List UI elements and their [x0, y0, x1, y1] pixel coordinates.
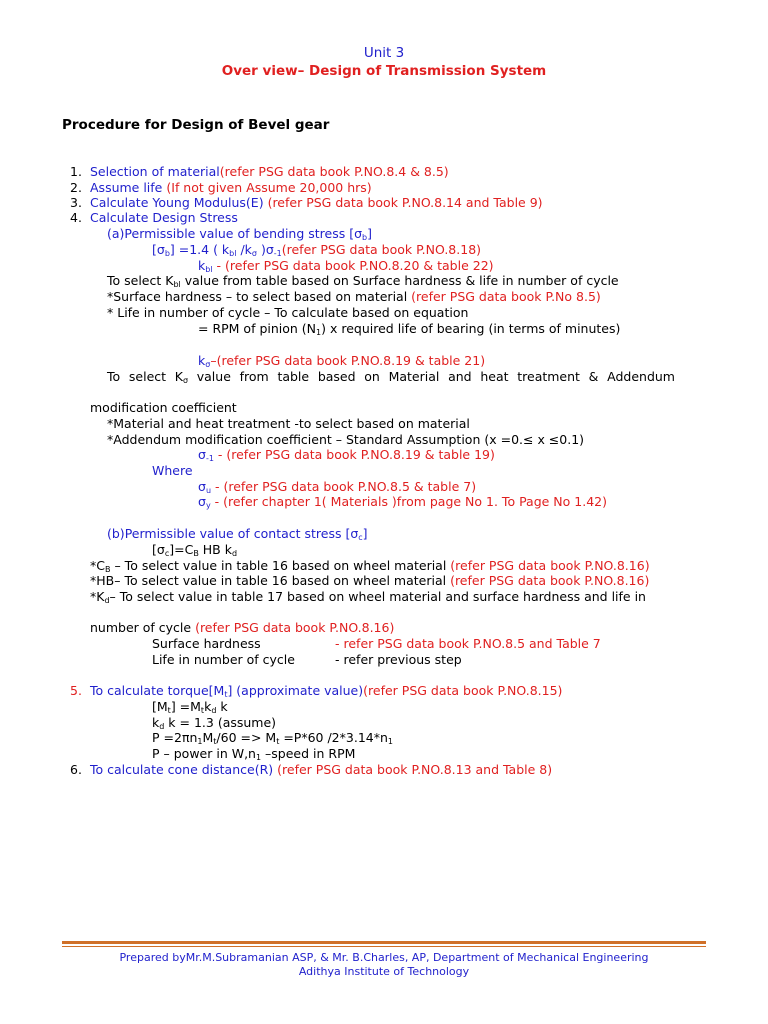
cycle-note: number of cycle (refer PSG data book P.NO.8.16) — [90, 620, 395, 635]
power-equation: $P =2\pi n_1M_t/60 => M_t =P*60$ $/2*3.14*n_1$ — [152, 730, 393, 746]
unit-title: Unit 3 — [363, 45, 405, 61]
step-6: 6. To calculate cone distance(R) (refer PSG data book P.NO.8.13 and Table 8) — [70, 762, 553, 777]
cb-note: $*C_B$ – To select value in table 16 based on wheel material (refer PSG data book P.NO.8.16) — [90, 558, 650, 574]
surface-hardness-note: *Surface hardness – to select based on material (refer PSG data book P.No 8.5) — [107, 289, 601, 304]
step-5: 5. To calculate $torque[M_t]$ (approximate value)(refer PSG data book P.NO.8.15) — [70, 683, 563, 699]
procedure-heading: Procedure for Design of Bevel gear — [62, 117, 330, 133]
sigma-y-ref: $\sigma_y$ - (refer chapter 1( Materials )from page No 1. To Page No 1.42) — [198, 494, 607, 510]
overview-title: Over view– Design of Transmission System — [221, 63, 547, 79]
life-cycle-label: Life in number of cycle — [152, 652, 295, 667]
step-3 — [70, 195, 543, 210]
step-3-text: Calculate Young Modulus(E) — [90, 195, 264, 210]
life-cycle-note: * Life in number of cycle – To calculate based on equation — [107, 305, 469, 320]
surface-hardness-ref: - refer PSG data book P.NO.8.5 and Table 7 — [335, 636, 601, 651]
sigma-minus-1-ref: $\sigma_{-1}$ - (refer PSG data book P.NO.8.19 & table 19) — [198, 447, 495, 463]
torque-equation: $[M_t] =M_tk_d$ k — [152, 699, 228, 715]
k-sigma-ref: $k_\sigma-(refer$ PSG data book P.NO.8.19 & table 21) — [198, 353, 486, 369]
kd-assume: $k_d$ k = 1.3 (assume) — [152, 715, 277, 731]
step-2-text: Assume life — [90, 180, 163, 195]
footer-rule-thick — [62, 941, 706, 944]
step-3-ref: (refer PSG data book P.NO.8.14 and Table 9) — [267, 195, 543, 210]
select-kbl: To select $K_{bl}$ value from table based on Surface hardness & life in number of cycle — [107, 273, 619, 289]
surface-hardness-label: Surface hardness — [152, 636, 261, 651]
step-1-ref: (refer PSG data book P.NO.8.4 & 8.5) — [219, 164, 449, 179]
where-label: Where — [152, 463, 193, 478]
step-4-number: 4. — [70, 210, 82, 225]
step-2-number: 2. — [70, 180, 82, 195]
bending-stress-equation: $[\sigma_b] =1.4$ ( $k_{bl}$ $/k_\sigma$ )$\sigma_{-1}(refer$ PSG data book P.NO.8.18) — [152, 242, 482, 258]
power-definition: P – power in $W,n_1$ –speed in RPM — [152, 746, 356, 762]
step-6-number: 6. — [70, 762, 82, 777]
select-k-sigma: To select $K_\sigma$ value from table based on Material and heat treatment & Addendum — [107, 369, 675, 385]
step-4 — [70, 210, 238, 225]
step-5-number: 5. — [70, 683, 82, 698]
kd-note: $*K_d-$ To select value in table 17 based on wheel material and surface hardness and life in — [90, 589, 646, 605]
addendum-note: *Addendum modification coefficient – Standard Assumption (x =0.≤ x ≤0.1) — [107, 432, 585, 447]
footer-prepared-by: Prepared byMr.M.Subramanian ASP, & Mr. B.Charles, AP, Department of Mechanical Engineering — [119, 951, 649, 964]
step-3-number: 3. — [70, 195, 82, 210]
step-1-number: 1. — [70, 164, 82, 179]
rpm-equation: = RPM of pinion $(N_1)$ x required life of bearing (in terms of minutes) — [198, 321, 621, 337]
contact-stress-equation: $[\sigma_c]=C_B$ HB $k_d$ — [152, 542, 238, 558]
contact-stress-heading: (b)Permissible value of contact stress $[\sigma_c]$ — [107, 526, 368, 542]
modification-coefficient: modification coefficient — [90, 400, 237, 415]
step-1-text: Selection of material — [90, 164, 220, 179]
bending-stress-heading: (a)Permissible value of bending stress $[\sigma_b]$ — [107, 226, 372, 242]
step-1 — [70, 164, 449, 179]
material-heat-note: *Material and heat treatment -to select based on material — [107, 416, 470, 431]
step-2 — [70, 180, 372, 195]
kbl-ref: $k_{bl}$ - (refer PSG data book P.NO.8.20 & table 22) — [198, 258, 494, 274]
life-cycle-ref: - refer previous step — [335, 652, 462, 667]
step-4-text: Calculate Design Stress — [90, 210, 238, 225]
sigma-u-ref: $\sigma_u$ - (refer PSG data book P.NO.8.5 & table 7) — [198, 479, 477, 495]
hb-note: *HB– To select value in table 16 based on wheel material (refer PSG data book P.NO.8.16) — [90, 573, 650, 588]
footer-institute: Adithya Institute of Technology — [298, 965, 470, 978]
footer-rule-thin — [62, 946, 706, 947]
step-2-ref: (If not given Assume 20,000 hrs) — [166, 180, 372, 195]
